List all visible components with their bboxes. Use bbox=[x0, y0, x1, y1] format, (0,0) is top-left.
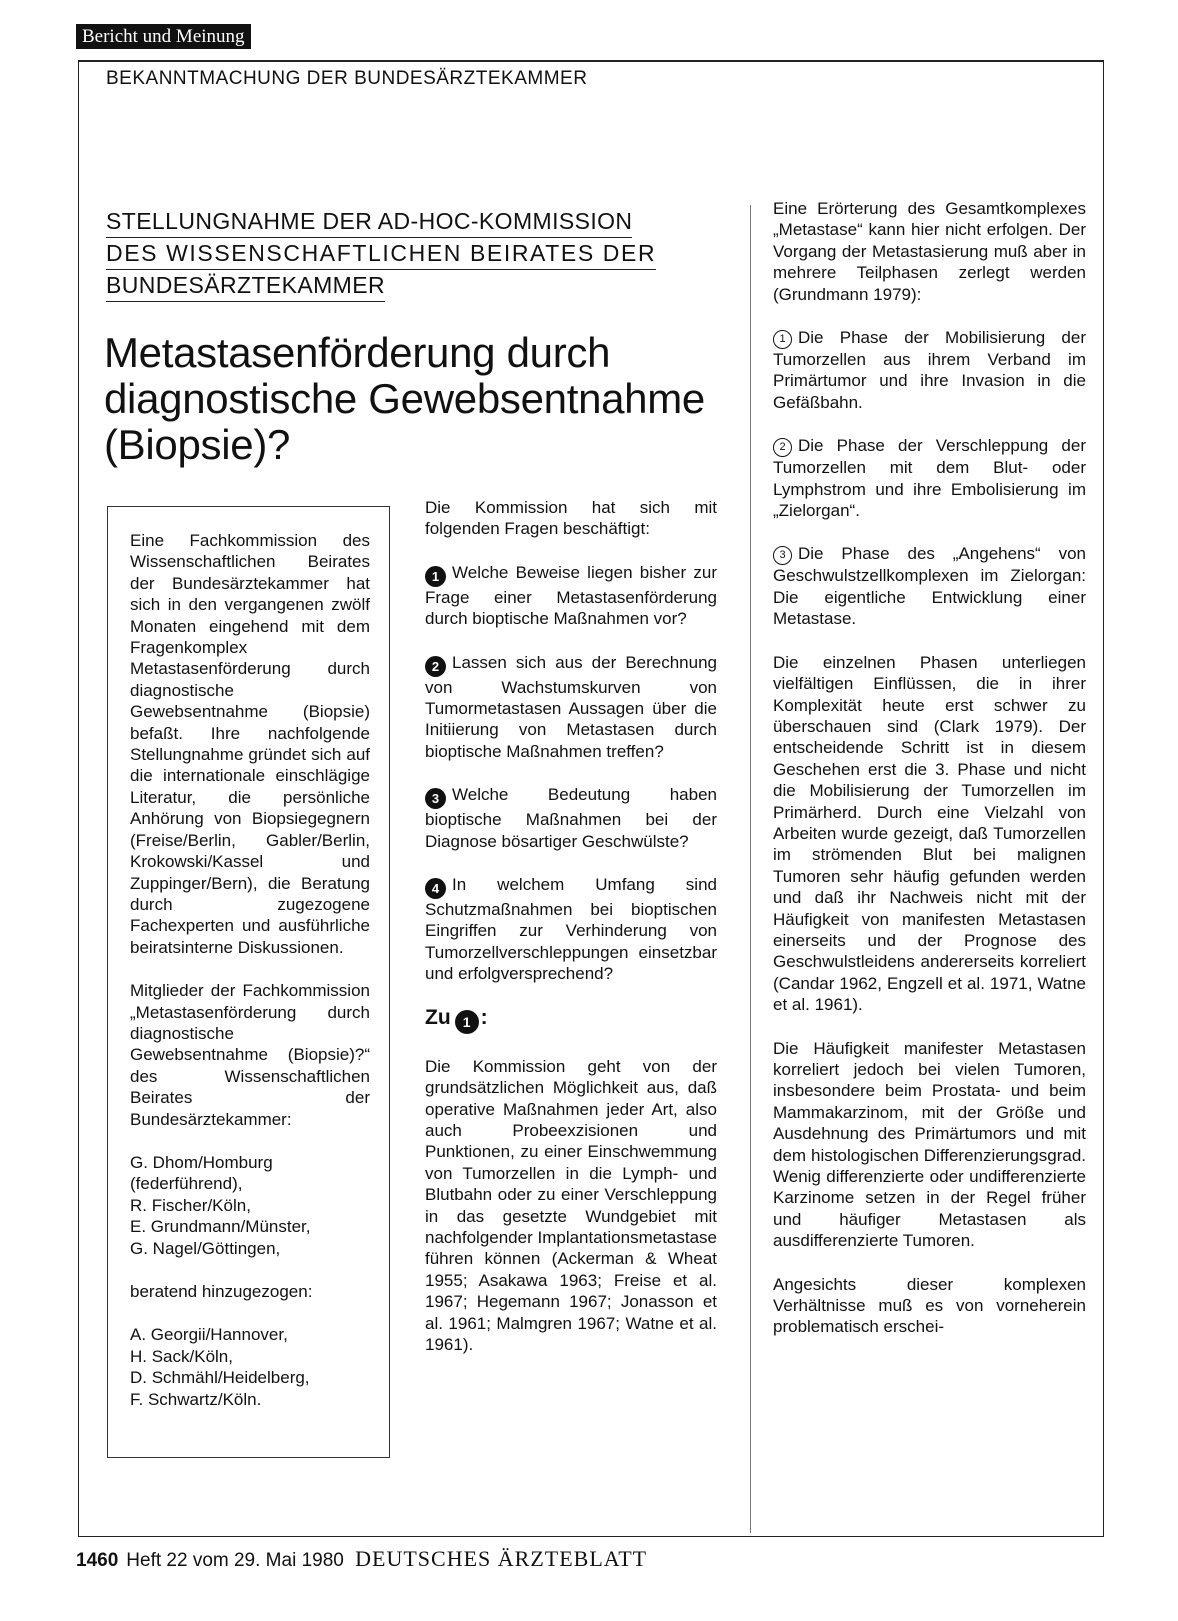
kicker-line-2: DES WISSENSCHAFTLICHEN BEIRATES DER bbox=[106, 238, 656, 270]
question-item bbox=[425, 652, 717, 763]
questions-intro: Die Kommission hat sich mit folgenden Fragen beschäftigt: bbox=[425, 498, 717, 539]
advisors-intro: beratend hinzugezogen: bbox=[130, 1282, 313, 1301]
phase-text: Die Phase des „Angehens“ von Geschwulstzellkomplexen im Zielorgan: Die eigentliche Entwicklung einer Metastase. bbox=[773, 544, 1086, 629]
kicker-line-3: BUNDESÄRZTEKAMMER bbox=[106, 270, 385, 302]
right-paragraph-2: Die einzelnen Phasen unterliegen vielfältigen Einflüssen, die in ihrer Komplexität heute erst schwer zu überschauen sind (Clark 1979). Der entscheidende Schritt ist in diesem Geschehen erst die 3. Phase und nicht die Mobilisierung der Tumorzellen im Primärherd. Durch eine Vielzahl von Arbeiten wurde gezeigt, daß Tumorzellen im strömenden Blut bei malignen Tumoren sehr häufig gefunden werden und daß ihr Nachweis nicht mit der Häufigkeit von manifesten Metastasen einerseits und der Prognose des Geschwulstleidens andererseits korreliert (Candar 1962, Engzell et al. 1971, Watne et al. 1961). bbox=[773, 652, 1086, 1015]
phase-number-1-icon: 1 bbox=[773, 330, 792, 349]
phase-item bbox=[773, 435, 1086, 521]
question-number-3-icon: 3 bbox=[425, 788, 446, 809]
page-footer bbox=[76, 1546, 647, 1572]
kicker-heading bbox=[106, 206, 671, 302]
phase-text: Die Phase der Mobilisierung der Tumorzellen aus ihrem Verband im Primärtumor und ihre Invasion in die Gefäßbahn. bbox=[773, 328, 1086, 412]
member-item: G. Nagel/Göttingen, bbox=[130, 1238, 281, 1258]
phase-item bbox=[773, 327, 1086, 413]
question-number-4-icon: 4 bbox=[425, 878, 446, 899]
right-paragraph-1: Eine Erörterung des Gesamtkomplexes „Metastase“ kann hier nicht erfolgen. Der Vorgang der Metastasierung muß aber in mehrere Teilphasen zerlegt werden (Grundmann 1979): bbox=[773, 199, 1086, 304]
advisor-item: F. Schwartz/Köln. bbox=[130, 1389, 262, 1409]
title-line-2: diagnostische Gewebsentnahme bbox=[104, 375, 705, 422]
advisor-item: D. Schmähl/Heidelberg, bbox=[130, 1368, 310, 1388]
question-item bbox=[425, 874, 717, 985]
advisor-item: H. Sack/Köln, bbox=[130, 1346, 233, 1366]
journal-name: DEUTSCHES ÄRZTEBLATT bbox=[355, 1546, 648, 1571]
section-tag: Bericht und Meinung bbox=[76, 24, 251, 49]
page-number: 1460 bbox=[76, 1550, 119, 1571]
right-column bbox=[773, 198, 1086, 1360]
column-divider bbox=[750, 205, 751, 1533]
phase-number-2-icon: 2 bbox=[773, 438, 792, 457]
kicker-line-1: STELLUNGNAHME DER AD-HOC-KOMMISSION bbox=[106, 206, 632, 238]
members-list bbox=[130, 1152, 370, 1259]
right-paragraph-4: Angesichts dieser komplexen Verhältnisse muß es von vorneherein problematisch erschei- bbox=[773, 1274, 1086, 1337]
question-text: Welche Beweise liegen bisher zur Frage einer Metastasenförderung durch bioptische Maßnahmen vor? bbox=[425, 562, 717, 629]
question-text: Lassen sich aus der Berechnung von Wachstumskurven von Tumormetastasen Aussagen über die Initiierung von Metastasen durch bioptische Maßnahmen treffen? bbox=[425, 652, 717, 761]
advisors-list bbox=[130, 1324, 370, 1410]
advisor-item: A. Georgii/Hannover, bbox=[130, 1325, 288, 1345]
right-paragraph-3: Die Häufigkeit manifester Metastasen korreliert jedoch bei vielen Tumoren, insbesondere beim Prostata- und beim Mammakarzinom, mit der Größe und Ausdehnung des Primärtumors und mit dem histologischen Differenzierungsgrad. Wenig differenzierte oder undifferenzierte Karzinome setzen in der Regel früher und häufiger Metastasen als ausdifferenzierte Tumoren. bbox=[773, 1038, 1086, 1251]
box-intro: Eine Fachkommission des Wissenschaftlichen Beirates der Bundesärztekammer hat sich in den vergangenen zwölf Monaten eingehend mit dem Fragenkomplex Metastasenförderung durch diagnostische Gewebsentnahme (Biopsie) befaßt. Ihre nachfolgende Stellungnahme gründet sich auf die internationale einschlägige Literatur, die persönliche Anhörung von Biopsiegegnern (Freise/Berlin, Gabler/Berlin, Krokowski/Kassel und Zuppinger/Bern), die Beratung durch zugezogene Fachexperten und ausführliche beiratsinterne Diskussionen. bbox=[130, 531, 370, 957]
article-title bbox=[104, 330, 744, 468]
title-line-1: Metastasenförderung durch bbox=[104, 329, 611, 376]
question-item bbox=[425, 784, 717, 852]
answer-number-1-icon: 1 bbox=[455, 1010, 479, 1034]
info-box-content bbox=[130, 530, 370, 1432]
phase-item bbox=[773, 543, 1086, 629]
member-item: R. Fischer/Köln, bbox=[130, 1195, 251, 1215]
notice-heading: BEKANNTMACHUNG DER BUNDESÄRZTEKAMMER bbox=[106, 68, 588, 89]
question-number-1-icon: 1 bbox=[425, 566, 446, 587]
question-item bbox=[425, 562, 717, 630]
member-item: E. Grundmann/Münster, bbox=[130, 1217, 311, 1237]
question-text: In welchem Umfang sind Schutzmaßnahmen bei bioptischen Eingriffen zur Verhinderung von Tumorzellverschleppungen einsetzbar und erfolgversprechend? bbox=[425, 875, 717, 984]
question-text: Welche Bedeutung haben bioptische Maßnahmen bei der Diagnose bösartiger Geschwülste? bbox=[425, 785, 717, 851]
answer-heading-colon: : bbox=[480, 1005, 488, 1029]
answer-paragraph: Die Kommission geht von der grundsätzlichen Möglichkeit aus, daß operative Maßnahmen jeder Art, also auch Probeexzisionen und Punktionen, zu einer Einschwemmung von Tumorzellen in die Lymph- und Blutbahn oder zu einer Verschleppung in das gesetzte Wundgebiet mit nachfolgender Implantationsmetastase führen können (Ackerman & Wheat 1955; Asakawa 1963; Freise et al. 1967; Hegemann 1967; Jonasson et al. 1961; Malmgren 1967; Watne et al. 1961). bbox=[425, 1056, 718, 1354]
issue-info: Heft 22 vom 29. Mai 1980 bbox=[126, 1550, 344, 1571]
question-number-2-icon: 2 bbox=[425, 656, 446, 677]
members-intro: Mitglieder der Fachkommission „Metastasenförderung durch diagnostische Gewebsentnahme (Biopsie)?“ des Wissenschaftlichen Beirates der Bundesärztekammer: bbox=[130, 981, 370, 1129]
middle-column bbox=[425, 497, 717, 1377]
answer-heading bbox=[425, 1007, 717, 1034]
answer-heading-label: Zu bbox=[425, 1005, 451, 1029]
phase-number-3-icon: 3 bbox=[773, 546, 792, 565]
member-item: G. Dhom/Homburg (federführend), bbox=[130, 1152, 273, 1194]
title-line-3: (Biopsie)? bbox=[104, 421, 291, 468]
phase-text: Die Phase der Verschleppung der Tumorzellen mit dem Blut- oder Lymphstrom und ihre Embolisierung im „Zielorgan“. bbox=[773, 436, 1086, 521]
